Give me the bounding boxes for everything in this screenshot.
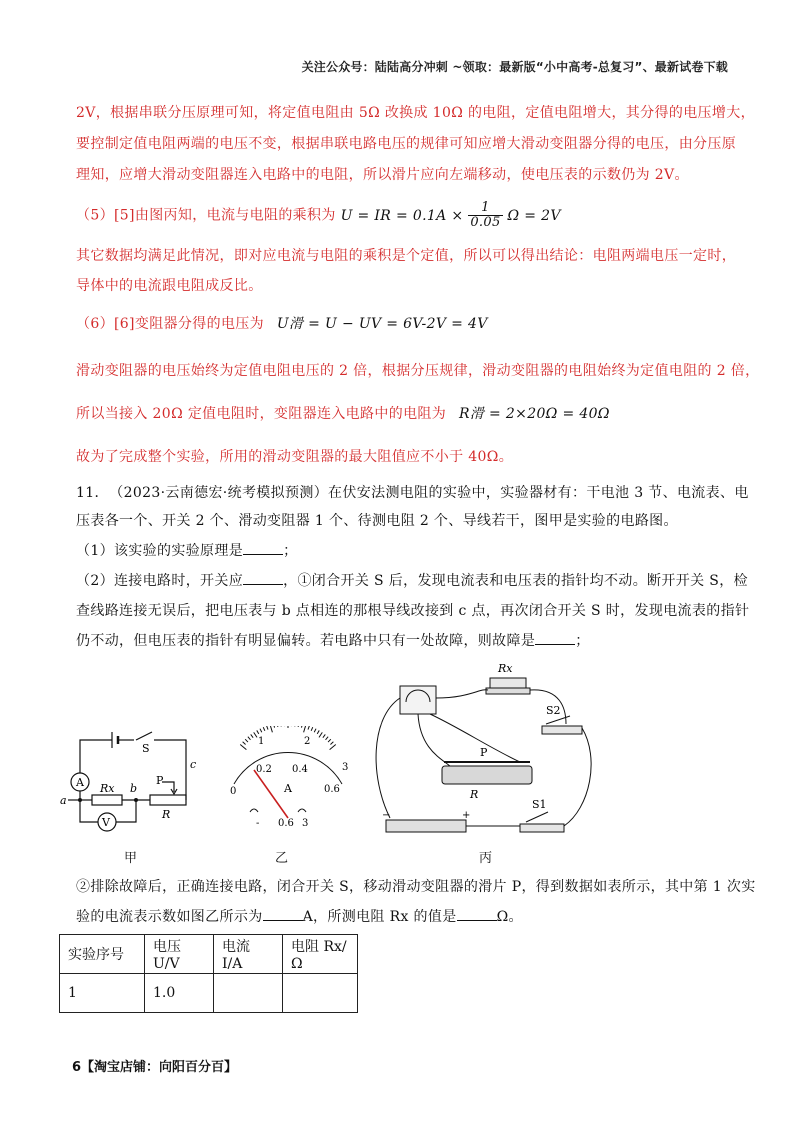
scale-0-2: 0.2: [256, 764, 272, 775]
needle: [254, 770, 288, 818]
table-cell: 1.0: [145, 974, 214, 1013]
caption-bing: 丙: [479, 851, 493, 866]
dial-tick: [251, 734, 253, 737]
question-line-2: 压表各一个、开关 2 个、滑动变阻器 1 个、待测电阻 2 个、导线若干，图甲是实验的电路图。: [76, 513, 678, 529]
page-footer: 6【淘宝店铺：向阳百分百】: [72, 1060, 238, 1075]
q2-fault-prompt: 仍不动，但电压表的指针有明显偏转。若电路中只有一处故障，则故障是: [76, 633, 536, 649]
formula-part-a: U = IR = 0.1A ×: [340, 207, 464, 224]
rx-label-bing: Rx: [498, 662, 513, 675]
table-row: [60, 974, 358, 1013]
question-line-5: 查线路连接无误后，把电压表与 b 点相连的那根导线改接到 c 点，再次闭合开关 S 时，发现电流表的指针: [76, 603, 750, 619]
table-cell: [283, 974, 358, 1013]
q3-current-prompt: 验的电流表示数如图乙所示为: [76, 909, 263, 925]
q3-end: Ω。: [496, 909, 523, 925]
dial-tick: [301, 726, 302, 728]
point-b-label: b: [130, 782, 138, 795]
dial-tick: [257, 730, 259, 733]
ammeter-label: A: [76, 776, 84, 789]
question-line-1: 11． （2023·云南德宏·统考模拟预测）在伏安法测电阻的实验中，实验器材有：干电池 3 节、电流表、电: [76, 485, 749, 501]
table-cell: 1: [60, 974, 145, 1013]
dial-tick: [328, 739, 331, 742]
page-header: 关注公众号：陆陆高分冲刺 ~领取：最新版“小中高考-总复习”、最新试卷下载: [301, 60, 728, 74]
dial-tick: [330, 742, 333, 745]
question-line-8: [76, 906, 523, 926]
formula-current-resistance: [340, 200, 561, 230]
dial-tick: [304, 726, 306, 732]
solution-line-5: 其它数据均满足此情况，即对应电流与电阻的乘积是个定值，所以可以得出结论：电阻两端电压一定时，: [76, 248, 737, 264]
answer-blank-fault[interactable]: [535, 632, 575, 645]
table-header: 电压 U/V: [145, 935, 214, 974]
battery-minus: −: [382, 810, 391, 821]
solution-line-9: [76, 403, 610, 423]
question-line-4: [76, 570, 748, 590]
scale-top-2: 2: [304, 736, 311, 747]
formula-part-b: Ω = 2V: [507, 207, 561, 224]
table-cell: [214, 974, 283, 1013]
dial-tick: [317, 730, 319, 733]
dial-tick: [263, 727, 265, 731]
solution-line-2: 要控制定值电阻两端的电压不变，根据串联电路电压的规律可知应增大滑动变阻器分得的电压，由分压原: [76, 136, 737, 152]
caption-yi: 乙: [275, 851, 289, 866]
unit-label: A: [284, 782, 292, 795]
solution-line-4-text: （5）[5]由图丙知，电流与电阻的乘积为: [76, 207, 336, 224]
scale-0-6: 0.6: [324, 784, 340, 795]
solution-line-10: 故为了完成整个实验，所用的滑动变阻器的最大阻值应不小于 40Ω。: [76, 449, 514, 465]
formula-rheostat-voltage: U滑 = U − UV = 6V-2V = 4V: [276, 316, 488, 332]
s1-label: S1: [532, 798, 547, 811]
p-label-bing: P: [480, 746, 488, 759]
table-header: 电阻 Rx/Ω: [283, 935, 358, 974]
fraction-denominator: 0.05: [470, 215, 501, 230]
rx-label: Rx: [100, 782, 115, 795]
terminal-0-6: 0.6: [278, 818, 294, 829]
dial-tick: [260, 729, 262, 733]
fraction: [468, 201, 502, 230]
answer-blank-principle[interactable]: [243, 542, 283, 555]
table-header-row: [60, 935, 358, 974]
q2-prompt: （2）连接电路时，开关应: [76, 573, 244, 589]
dial-tick: [308, 726, 309, 730]
voltmeter-label: V: [102, 816, 110, 829]
table-header: 电流 I/A: [214, 935, 283, 974]
question-line-7: ②排除故障后，正确连接电路，闭合开关 S，移动滑动变阻器的滑片 P，得到数据如表所示，其中第 1 次实: [76, 879, 756, 895]
s2-label: S2: [546, 704, 561, 717]
scale-0: 0: [230, 786, 237, 797]
dial-tick: [245, 739, 248, 742]
physical-circuit-bing: [370, 658, 600, 838]
node-b: [134, 798, 138, 802]
data-table: [59, 934, 358, 1013]
q1-end: ；: [283, 543, 298, 559]
formula-rheostat-resistance: R滑 = 2×20Ω = 40Ω: [458, 406, 610, 422]
scale-0-4: 0.4: [292, 764, 308, 775]
question-line-3: [76, 540, 297, 560]
scale-top-3: 3: [342, 762, 349, 773]
solution-line-1: 2V，根据串联分压原理可知，将定值电阻由 5Ω 改换成 10Ω 的电阻，定值电阻增大，其分得的电压增大，: [76, 105, 755, 121]
answer-blank-current[interactable]: [263, 908, 303, 921]
battery-plus: +: [462, 810, 471, 821]
dial-tick: [267, 726, 268, 730]
dial-tick: [240, 744, 246, 749]
dial-tick: [248, 737, 251, 740]
point-a-label: a: [60, 794, 67, 807]
fraction-numerator: 1: [468, 201, 502, 216]
table-header: 实验序号: [60, 935, 145, 974]
solution-line-6: 导体中的电流跟电阻成反比。: [76, 278, 263, 294]
dial-tick: [326, 737, 329, 740]
dial-tick: [298, 726, 299, 727]
circuit-diagram-jia: [60, 726, 210, 838]
q2-fault-end: ；: [575, 633, 590, 649]
q1-prompt: （1）该实验的实验原理是: [76, 543, 244, 559]
dial-tick: [311, 727, 313, 731]
scale-top-1: 1: [258, 736, 265, 747]
node-a: [78, 798, 82, 802]
terminal-minus: -: [256, 818, 260, 829]
dial-tick: [319, 732, 322, 737]
point-c-label: c: [190, 758, 197, 771]
slider-label: P: [156, 774, 164, 787]
dial-tick: [277, 726, 278, 727]
dial-tick: [254, 732, 257, 737]
solution-line-3: 理知，应增大滑动变阻器连入电路中的电阻，所以滑片应向左端移动，使电压表的示数仍为 2V。: [76, 167, 689, 183]
solution-line-9-text: 所以当接入 20Ω 定值电阻时，变阻器连入电路中的电阻为: [76, 406, 447, 422]
solution-line-4: [76, 201, 561, 230]
solution-line-7-text: （6）[6]变阻器分得的电压为: [76, 316, 264, 332]
question-line-6: [76, 630, 590, 650]
ammeter-dial-yi: [220, 726, 360, 836]
dial-tick: [270, 726, 272, 732]
answer-blank-resistance[interactable]: [457, 908, 497, 921]
dial-tick: [330, 744, 336, 749]
switch-label: S: [142, 742, 150, 755]
solution-line-7: [76, 313, 488, 333]
dial-tick: [243, 742, 246, 745]
r-label-bing: R: [470, 788, 479, 801]
solution-line-8: 滑动变阻器的电压始终为定值电阻电压的 2 倍，根据分压规律，滑动变阻器的电阻始终为定值电阻的 2 倍，: [76, 363, 760, 379]
q2-text: ，①闭合开关 S 后，发现电流表和电压表的指针均不动。断开开关 S，检: [283, 573, 748, 589]
q3-resistance-prompt: A，所测电阻 Rx 的值是: [302, 909, 457, 925]
rheostat-label: R: [162, 808, 171, 821]
dial-tick: [323, 734, 325, 737]
caption-jia: 甲: [124, 851, 138, 866]
dial-tick: [314, 729, 316, 733]
answer-blank-switch[interactable]: [243, 572, 283, 585]
terminal-3: 3: [302, 818, 309, 829]
dial-tick: [274, 726, 275, 728]
